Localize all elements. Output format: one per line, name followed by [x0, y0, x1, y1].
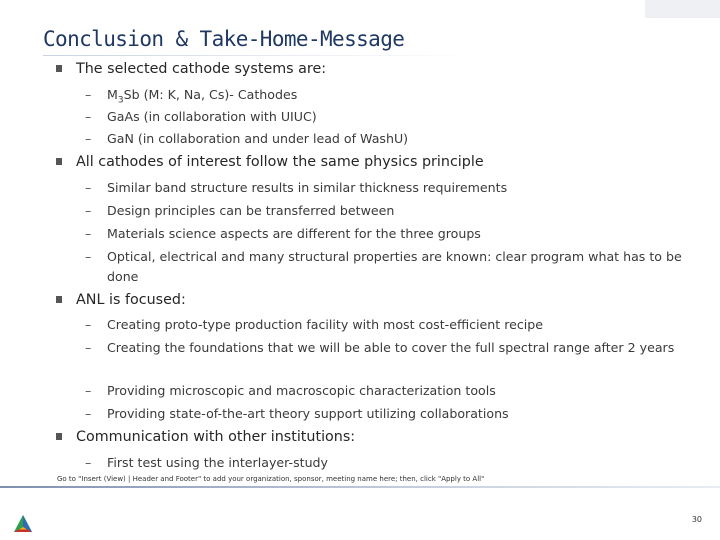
sub-item: – Optical, electrical and many structural properties are known: clear program what has to be done — [85, 249, 682, 284]
section-heading: The selected cathode systems are: — [76, 61, 326, 77]
dash-bullet: – — [85, 383, 92, 398]
section-heading: ANL is focused: — [76, 292, 186, 308]
dash-bullet: – — [85, 317, 92, 332]
page-number: 30 — [691, 515, 702, 524]
section-heading: All cathodes of interest follow the same physics principle — [76, 154, 484, 170]
argonne-logo-icon — [13, 514, 33, 534]
sub-item: – Design principles can be transferred between — [107, 201, 687, 221]
dash-bullet: – — [85, 226, 92, 241]
footer-note: Go to "Insert (View) | Header and Footer" to add your organization, sponsor, meeting name here; then, click "Apply to All" — [57, 475, 485, 483]
sub-item: – Materials science aspects are different for the three groups — [107, 224, 687, 244]
sub-item: – Similar band structure results in similar thickness requirements — [107, 178, 687, 198]
dash-bullet: – — [85, 249, 92, 264]
dash-bullet: – — [85, 109, 92, 124]
square-bullet-icon — [56, 65, 62, 72]
square-bullet-icon — [56, 158, 62, 165]
sub-item: – GaAs (in collaboration with UIUC) — [107, 107, 687, 127]
corner-accent — [645, 0, 720, 18]
sub-item: – Providing microscopic and macroscopic characterization tools — [107, 381, 687, 401]
dash-bullet: – — [85, 406, 92, 421]
square-bullet-icon — [56, 433, 62, 440]
dash-bullet: – — [85, 131, 92, 146]
sub-item: – Providing state-of-the-art theory support utilizing collaborations — [107, 404, 687, 424]
dash-bullet: – — [85, 203, 92, 218]
sub-item: – Creating the foundations that we will be able to cover the full spectral range after 2 years — [107, 338, 687, 358]
dash-bullet: – — [85, 180, 92, 195]
footer-divider — [0, 486, 720, 488]
dash-bullet: – — [85, 87, 92, 102]
dash-bullet: – — [85, 455, 92, 470]
sub-item: – GaN (in collaboration and under lead of WashU) — [107, 129, 687, 149]
dash-bullet: – — [85, 340, 92, 355]
sub-item: – Creating proto-type production facility with most cost-efficient recipe — [107, 315, 687, 335]
slide-title: Conclusion & Take-Home-Message — [43, 27, 405, 51]
square-bullet-icon — [56, 296, 62, 303]
section-heading: Communication with other institutions: — [76, 429, 355, 445]
sub-item: – $M_3Sb$ (M: K, Na, Cs)- Cathodes — [85, 87, 298, 106]
title-underline — [43, 55, 473, 56]
sub-item: – First test using the interlayer-study — [107, 453, 687, 473]
